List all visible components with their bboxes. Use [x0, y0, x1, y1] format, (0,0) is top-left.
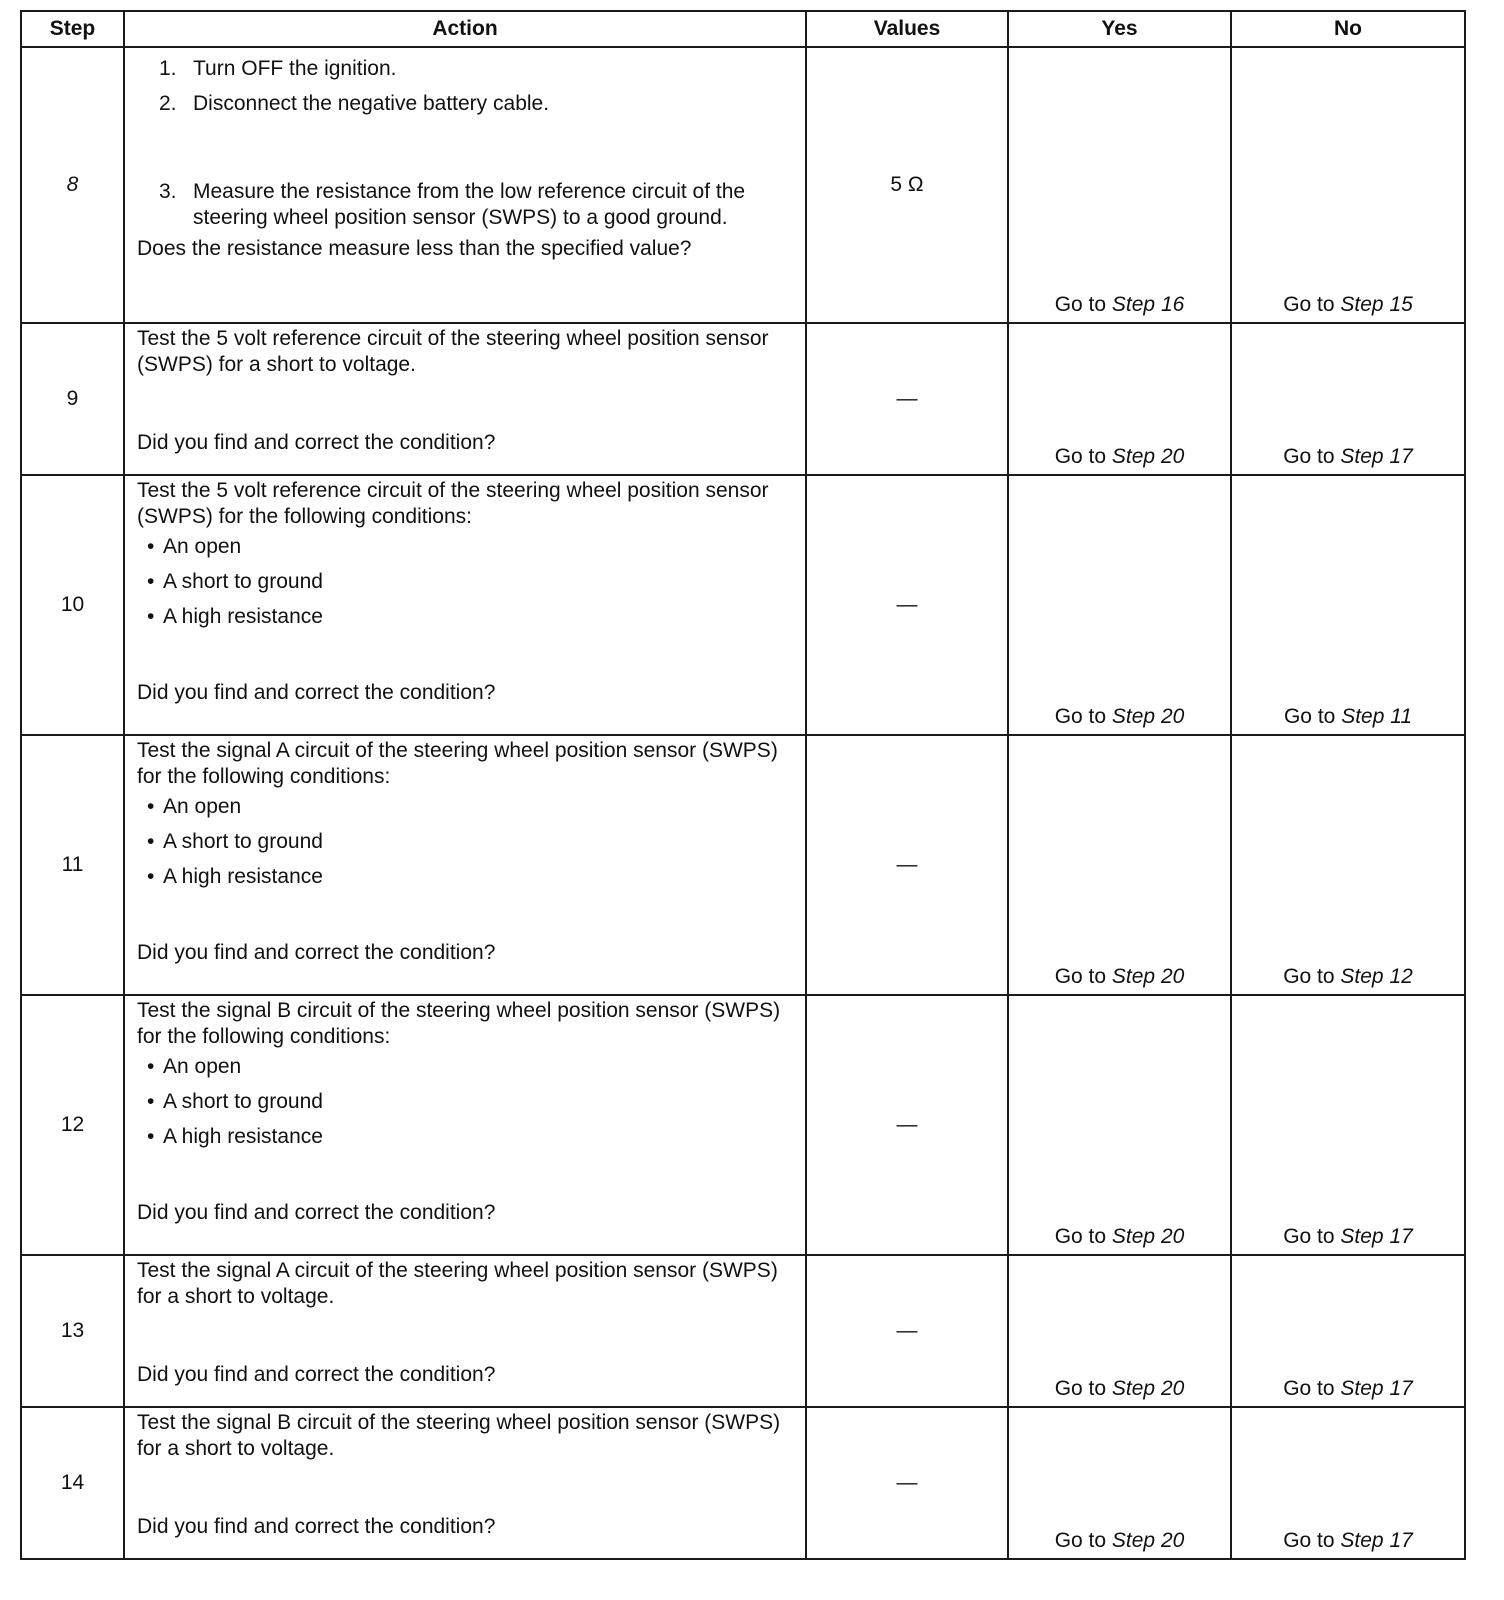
list-item: • An open — [137, 534, 793, 560]
step-number: 10 — [60, 593, 85, 616]
step-ref: Step 17 — [1340, 1225, 1413, 1248]
header-yes: Yes — [1008, 11, 1231, 47]
header-step: Step — [21, 11, 124, 47]
step-number: 12 — [60, 1113, 85, 1136]
list-item: • A high resistance — [137, 604, 793, 630]
step-ref: Step 20 — [1111, 965, 1185, 988]
step-cell — [21, 323, 124, 475]
list-item — [137, 91, 793, 117]
question-text: Did you find and correct the condition? — [137, 681, 496, 704]
list-item: • A short to ground — [137, 829, 793, 855]
step-number: 13 — [60, 1319, 85, 1342]
action-cell — [124, 1255, 806, 1407]
item-number: 2. — [159, 92, 177, 115]
list-item: • A short to ground — [137, 1089, 793, 1115]
goto-no[interactable] — [1232, 1224, 1464, 1254]
value-text: — — [896, 853, 918, 876]
list-item: • A short to ground — [137, 569, 793, 595]
table-row — [21, 475, 1465, 735]
header-values: Values — [806, 11, 1008, 47]
list-item — [137, 56, 793, 82]
goto-yes[interactable] — [1009, 1224, 1230, 1254]
header-row — [21, 11, 1465, 47]
table-row — [21, 1407, 1465, 1559]
yes-cell — [1008, 735, 1231, 995]
header-no: No — [1231, 11, 1465, 47]
yes-cell — [1008, 47, 1231, 323]
goto-no[interactable] — [1232, 444, 1464, 474]
values-cell — [806, 1255, 1008, 1407]
list-item: • An open — [137, 794, 793, 820]
intro-text: Test the 5 volt reference circuit of the steering wheel position sensor (SWPS) for the following conditions: — [137, 479, 769, 528]
table-row — [21, 47, 1465, 323]
no-cell — [1231, 47, 1465, 323]
step-cell — [21, 47, 124, 323]
goto-prefix: Go to — [1283, 1225, 1335, 1248]
table-row — [21, 323, 1465, 475]
step-ref: Step 20 — [1111, 445, 1185, 468]
bullet-list — [137, 794, 793, 890]
action-cell — [124, 735, 806, 995]
question-text: Does the resistance measure less than the specified value? — [137, 237, 692, 260]
step-ref: Step 17 — [1340, 445, 1413, 468]
no-cell — [1231, 475, 1465, 735]
step-cell — [21, 735, 124, 995]
value-text: — — [896, 387, 918, 410]
list-item: • A high resistance — [137, 1124, 793, 1150]
value-text: — — [896, 1113, 918, 1136]
item-number: 1. — [159, 57, 177, 80]
goto-prefix: Go to — [1283, 705, 1336, 728]
intro-text: Test the signal B circuit of the steering wheel position sensor (SWPS) for a short to voltage. — [137, 1411, 781, 1460]
table-row — [21, 1255, 1465, 1407]
item-text: Disconnect the negative battery cable. — [193, 92, 550, 115]
step-cell — [21, 1407, 124, 1559]
step-ref: Step 15 — [1340, 293, 1413, 316]
goto-no[interactable] — [1232, 1376, 1464, 1406]
value-text: 5 Ω — [890, 173, 924, 196]
goto-prefix: Go to — [1054, 1225, 1107, 1248]
step-ref: Step 20 — [1111, 1377, 1185, 1400]
goto-prefix: Go to — [1054, 1529, 1107, 1552]
step-ref: Step 11 — [1341, 705, 1413, 728]
no-cell — [1231, 995, 1465, 1255]
table-row — [21, 995, 1465, 1255]
step-number: 8 — [66, 173, 79, 196]
action-cell — [124, 323, 806, 475]
no-cell — [1231, 1255, 1465, 1407]
numbered-list — [137, 56, 793, 231]
item-text: Measure the resistance from the low reference circuit of the steering wheel position sensor (SWPS) to a good ground. — [193, 180, 746, 229]
action-cell — [124, 47, 806, 323]
values-cell — [806, 735, 1008, 995]
list-item — [137, 179, 793, 231]
step-cell — [21, 995, 124, 1255]
diagnostic-table — [20, 10, 1466, 1560]
action-cell — [124, 1407, 806, 1559]
step-cell — [21, 1255, 124, 1407]
value-text: — — [896, 1319, 918, 1342]
action-cell — [124, 475, 806, 735]
table-row — [21, 735, 1465, 995]
goto-no[interactable] — [1232, 292, 1464, 322]
yes-cell — [1008, 1407, 1231, 1559]
value-text: — — [896, 593, 918, 616]
values-cell — [806, 995, 1008, 1255]
item-number: 3. — [159, 180, 177, 203]
yes-cell — [1008, 1255, 1231, 1407]
yes-cell — [1008, 995, 1231, 1255]
no-cell — [1231, 323, 1465, 475]
step-ref: Step 17 — [1340, 1377, 1413, 1400]
value-text: — — [896, 1471, 918, 1494]
step-ref: Step 20 — [1111, 705, 1185, 728]
question-text: Did you find and correct the condition? — [137, 1363, 496, 1386]
values-cell — [806, 47, 1008, 323]
bullet-list — [137, 534, 793, 630]
goto-prefix: Go to — [1054, 293, 1107, 316]
values-cell — [806, 323, 1008, 475]
goto-no[interactable] — [1232, 964, 1464, 994]
goto-yes[interactable] — [1009, 444, 1230, 474]
values-cell — [806, 1407, 1008, 1559]
goto-prefix: Go to — [1054, 965, 1107, 988]
goto-yes[interactable] — [1009, 292, 1230, 322]
step-number: 11 — [61, 853, 84, 876]
goto-yes[interactable] — [1009, 964, 1230, 994]
step-number: 9 — [66, 387, 79, 410]
goto-yes[interactable] — [1009, 704, 1230, 734]
goto-prefix: Go to — [1283, 445, 1335, 468]
action-cell — [124, 995, 806, 1255]
step-cell — [21, 475, 124, 735]
list-item: • A high resistance — [137, 864, 793, 890]
question-text: Did you find and correct the condition? — [137, 941, 496, 964]
intro-text: Test the signal B circuit of the steering wheel position sensor (SWPS) for the following conditions: — [137, 999, 781, 1048]
step-ref: Step 16 — [1111, 293, 1185, 316]
goto-prefix: Go to — [1054, 1377, 1107, 1400]
list-item: • An open — [137, 1054, 793, 1080]
step-ref: Step 17 — [1340, 1529, 1413, 1552]
intro-text: Test the signal A circuit of the steering wheel position sensor (SWPS) for a short to voltage. — [137, 1259, 778, 1308]
item-text: Turn OFF the ignition. — [193, 57, 397, 80]
header-action: Action — [124, 11, 806, 47]
intro-text: Test the 5 volt reference circuit of the steering wheel position sensor (SWPS) for a short to voltage. — [137, 327, 769, 376]
table-body — [21, 47, 1465, 1559]
no-cell — [1231, 735, 1465, 995]
goto-yes[interactable] — [1009, 1528, 1230, 1558]
no-cell — [1231, 1407, 1465, 1559]
intro-text: Test the signal A circuit of the steering wheel position sensor (SWPS) for the following conditions: — [137, 739, 778, 788]
question-text: Did you find and correct the condition? — [137, 1201, 496, 1224]
goto-prefix: Go to — [1283, 293, 1335, 316]
goto-prefix: Go to — [1054, 445, 1107, 468]
yes-cell — [1008, 323, 1231, 475]
goto-yes[interactable] — [1009, 1376, 1230, 1406]
goto-no[interactable] — [1232, 704, 1464, 734]
step-number: 14 — [60, 1471, 85, 1494]
table-header — [21, 11, 1465, 47]
question-text: Did you find and correct the condition? — [137, 1515, 496, 1538]
goto-prefix: Go to — [1283, 1377, 1335, 1400]
goto-prefix: Go to — [1283, 1529, 1335, 1552]
step-ref: Step 20 — [1111, 1225, 1185, 1248]
bullet-list — [137, 1054, 793, 1150]
goto-no[interactable] — [1232, 1528, 1464, 1558]
yes-cell — [1008, 475, 1231, 735]
step-ref: Step 20 — [1111, 1529, 1185, 1552]
question-text: Did you find and correct the condition? — [137, 431, 496, 454]
values-cell — [806, 475, 1008, 735]
step-ref: Step 12 — [1340, 965, 1413, 988]
goto-prefix: Go to — [1283, 965, 1335, 988]
goto-prefix: Go to — [1054, 705, 1107, 728]
